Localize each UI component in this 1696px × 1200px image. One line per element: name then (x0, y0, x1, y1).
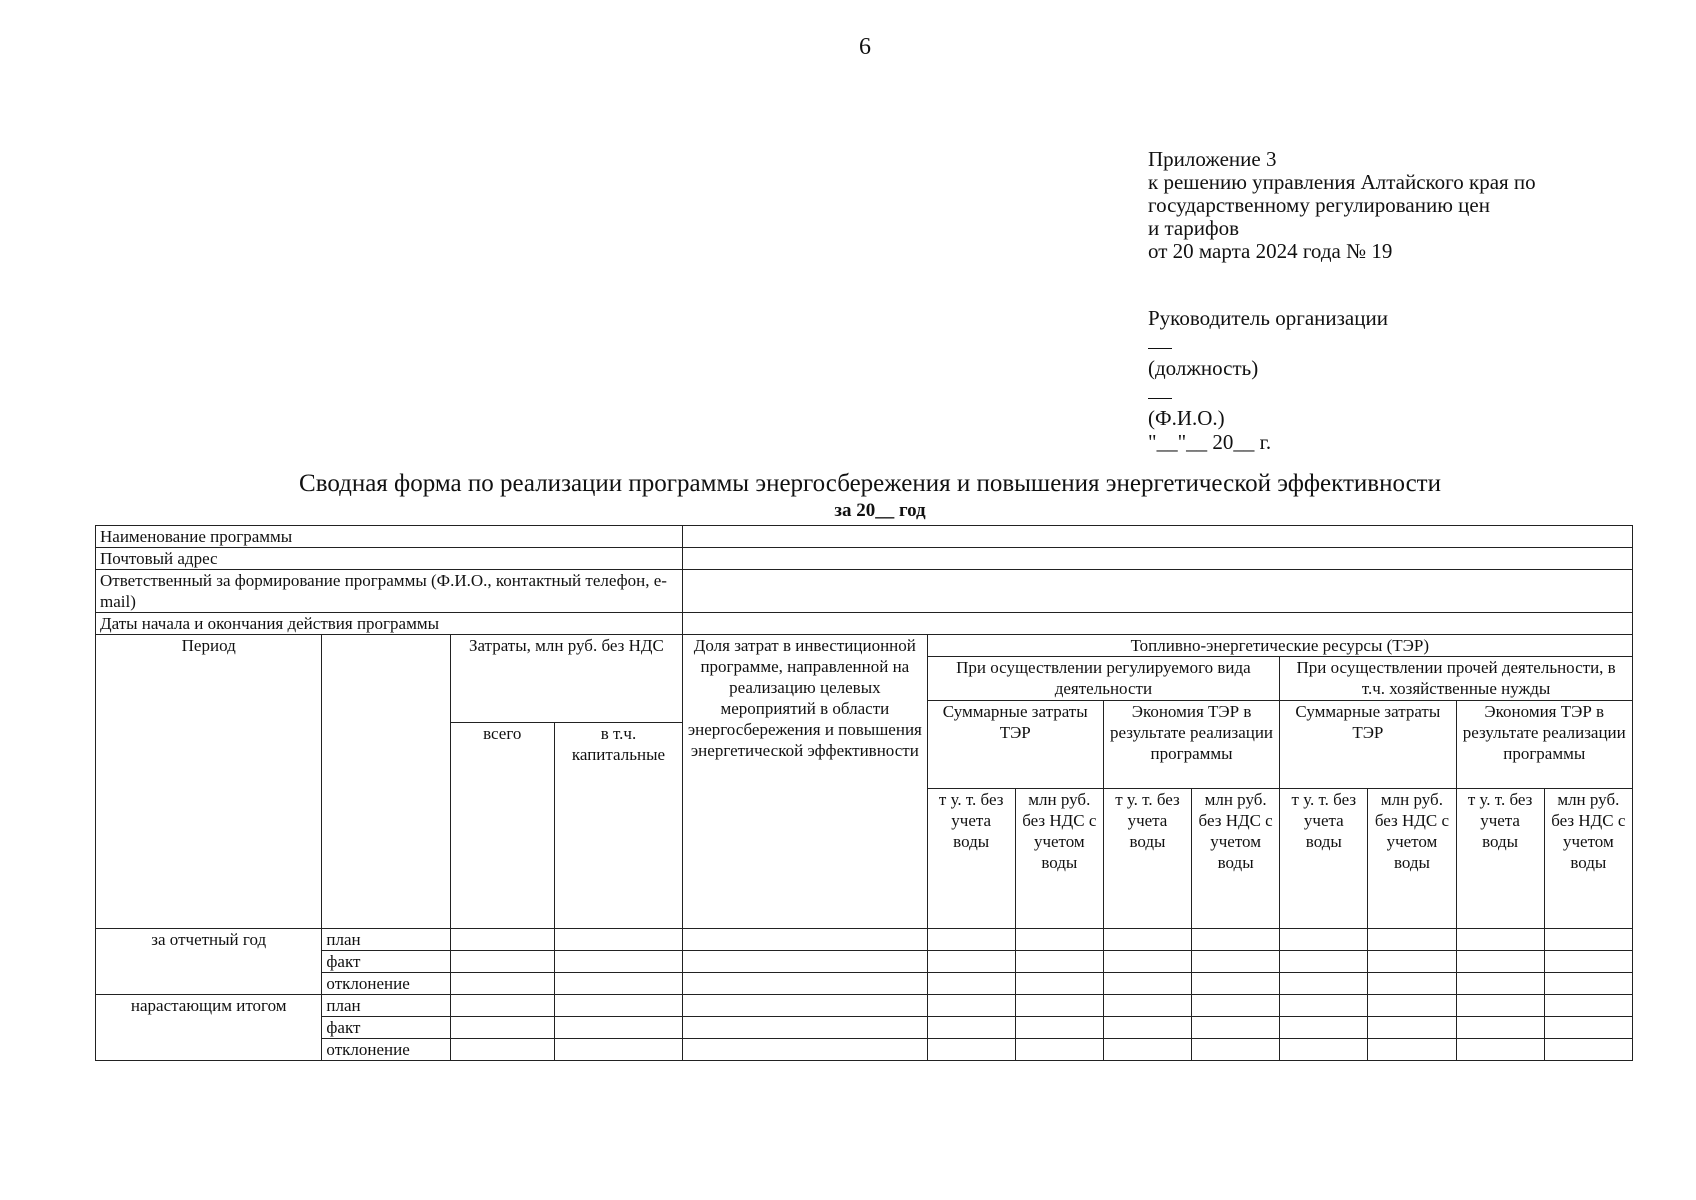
appendix-block (1148, 148, 1668, 263)
header-sum-costs: Суммарные затраты ТЭР (1280, 701, 1456, 789)
data-cell[interactable] (683, 1039, 927, 1061)
data-cell[interactable] (1280, 929, 1368, 951)
header-sum-costs: Суммарные затраты ТЭР (927, 701, 1103, 789)
data-cell[interactable] (1456, 995, 1544, 1017)
data-cell[interactable] (1192, 1017, 1280, 1039)
page-number: 6 (859, 34, 871, 60)
data-cell[interactable] (683, 995, 927, 1017)
data-cell[interactable] (927, 995, 1015, 1017)
data-cell[interactable] (1103, 973, 1191, 995)
data-cell[interactable] (554, 929, 682, 951)
data-cell[interactable] (1544, 1017, 1632, 1039)
header-costs: Затраты, млн руб. без НДС (450, 635, 682, 723)
data-cell[interactable] (927, 1017, 1015, 1039)
header-savings: Экономия ТЭР в результате реализации программы (1103, 701, 1279, 789)
data-cell[interactable] (683, 951, 927, 973)
info-row (96, 526, 1633, 548)
form-title: Сводная форма по реализации программы энергосбережения и повышения энергетической эффективности (299, 470, 1441, 497)
data-cell[interactable] (1544, 973, 1632, 995)
data-cell[interactable] (1368, 1017, 1456, 1039)
data-cell[interactable] (1544, 929, 1632, 951)
data-cell[interactable] (1192, 995, 1280, 1017)
header-share: Доля затрат в инвестиционной программе, направленной на реализацию целевых мероприятий в области энергосбережения и повышения энергетической эффективности (683, 635, 927, 929)
data-cell[interactable] (1015, 973, 1103, 995)
data-cell[interactable] (1015, 1017, 1103, 1039)
data-cell[interactable] (1368, 951, 1456, 973)
appendix-line-3: и тарифов (1148, 216, 1240, 240)
data-cell[interactable] (1544, 951, 1632, 973)
info-label: Наименование программы (96, 526, 683, 548)
info-label: Почтовый адрес (96, 548, 683, 570)
approval-date: "__"__ 20__ г. (1148, 430, 1272, 454)
appendix-date-line: от 20 марта 2024 года № 19 (1148, 239, 1393, 263)
header-total: всего (450, 723, 554, 929)
data-cell[interactable] (1015, 929, 1103, 951)
data-cell[interactable] (1192, 951, 1280, 973)
info-value-cell[interactable] (683, 526, 1633, 548)
header-ter: Топливно-энергетические ресурсы (ТЭР) (927, 635, 1632, 657)
data-cell[interactable] (1103, 1039, 1191, 1061)
data-cell[interactable] (1103, 995, 1191, 1017)
info-label: Даты начала и окончания действия программы (96, 613, 683, 635)
appendix-line-2: государственному регулированию цен (1148, 193, 1490, 217)
data-cell[interactable] (683, 929, 927, 951)
summary-form-table (95, 525, 1633, 1061)
data-cell[interactable] (1456, 1017, 1544, 1039)
data-cell[interactable] (927, 1039, 1015, 1061)
row-label: план (322, 929, 450, 951)
data-cell[interactable] (1280, 973, 1368, 995)
info-label: Ответственный за формирование программы (Ф.И.О., контактный телефон, e-mail) (96, 570, 683, 613)
data-row (96, 929, 1633, 951)
data-cell[interactable] (1192, 1039, 1280, 1061)
data-cell[interactable] (1192, 929, 1280, 951)
header-unit-rub: млн руб. без НДС с учетом воды (1368, 789, 1456, 929)
row-label: отклонение (322, 1039, 450, 1061)
position-underline (1148, 344, 1172, 349)
header-period: Период (96, 635, 322, 929)
data-cell[interactable] (1280, 995, 1368, 1017)
data-row (96, 1039, 1633, 1061)
data-cell[interactable] (1456, 929, 1544, 951)
fio-underline (1148, 394, 1172, 399)
info-value-cell[interactable] (683, 613, 1633, 635)
data-cell[interactable] (554, 973, 682, 995)
row-label: факт (322, 1017, 450, 1039)
data-cell[interactable] (1544, 1039, 1632, 1061)
info-row (96, 548, 1633, 570)
row-label: отклонение (322, 973, 450, 995)
data-cell[interactable] (1015, 951, 1103, 973)
appendix-line-1: к решению управления Алтайского края по (1148, 170, 1536, 194)
header-unit-tut: т у. т. без учета воды (1456, 789, 1544, 929)
data-row (96, 1017, 1633, 1039)
data-cell[interactable] (1015, 1039, 1103, 1061)
data-cell[interactable] (1280, 1017, 1368, 1039)
data-cell[interactable] (450, 995, 554, 1017)
info-row (96, 613, 1633, 635)
data-cell[interactable] (1368, 973, 1456, 995)
header-savings: Экономия ТЭР в результате реализации программы (1456, 701, 1632, 789)
row-label: факт (322, 951, 450, 973)
approval-position: (должность) (1148, 356, 1259, 380)
header-blank (322, 635, 450, 929)
data-cell[interactable] (554, 951, 682, 973)
data-cell[interactable] (683, 973, 927, 995)
data-row (96, 973, 1633, 995)
info-row (96, 570, 1633, 613)
data-cell[interactable] (927, 951, 1015, 973)
header-other: При осуществлении прочей деятельности, в т.ч. хозяйственные нужды (1280, 657, 1633, 701)
data-cell[interactable] (1103, 951, 1191, 973)
data-cell[interactable] (450, 1017, 554, 1039)
data-cell[interactable] (1015, 995, 1103, 1017)
header-unit-rub: млн руб. без НДС с учетом воды (1544, 789, 1632, 929)
header-unit-rub: млн руб. без НДС с учетом воды (1192, 789, 1280, 929)
appendix-title: Приложение 3 (1148, 147, 1277, 171)
header-unit-tut: т у. т. без учета воды (1103, 789, 1191, 929)
data-cell[interactable] (683, 1017, 927, 1039)
header-unit-tut: т у. т. без учета воды (1280, 789, 1368, 929)
data-cell[interactable] (1456, 951, 1544, 973)
data-cell[interactable] (1192, 973, 1280, 995)
data-cell[interactable] (554, 1017, 682, 1039)
header-unit-tut: т у. т. без учета воды (927, 789, 1015, 929)
data-cell[interactable] (1280, 1039, 1368, 1061)
form-subtitle: за 20__ год (834, 500, 926, 521)
data-cell[interactable] (1456, 1039, 1544, 1061)
data-cell[interactable] (554, 1039, 682, 1061)
data-cell[interactable] (450, 951, 554, 973)
header-capital: в т.ч. капитальные (554, 723, 682, 929)
data-cell[interactable] (1368, 995, 1456, 1017)
data-cell[interactable] (1103, 1017, 1191, 1039)
data-row (96, 951, 1633, 973)
data-cell[interactable] (927, 929, 1015, 951)
group-label: за отчетный год (96, 929, 322, 995)
group-label: нарастающим итогом (96, 995, 322, 1061)
data-cell[interactable] (1368, 1039, 1456, 1061)
data-cell[interactable] (554, 995, 682, 1017)
data-cell[interactable] (450, 973, 554, 995)
data-cell[interactable] (927, 973, 1015, 995)
data-cell[interactable] (1103, 929, 1191, 951)
data-cell[interactable] (1544, 995, 1632, 1017)
data-cell[interactable] (450, 1039, 554, 1061)
data-cell[interactable] (1456, 973, 1544, 995)
approval-head: Руководитель организации (1148, 306, 1388, 330)
header-regulated: При осуществлении регулируемого вида деятельности (927, 657, 1280, 701)
data-cell[interactable] (1368, 929, 1456, 951)
header-unit-rub: млн руб. без НДС с учетом воды (1015, 789, 1103, 929)
info-value-cell[interactable] (683, 548, 1633, 570)
data-cell[interactable] (1280, 951, 1368, 973)
info-value-cell[interactable] (683, 570, 1633, 613)
approval-fio: (Ф.И.О.) (1148, 406, 1225, 430)
row-label: план (322, 995, 450, 1017)
header-row-1 (96, 635, 1633, 657)
data-cell[interactable] (450, 929, 554, 951)
data-row (96, 995, 1633, 1017)
approval-block (1148, 306, 1668, 454)
